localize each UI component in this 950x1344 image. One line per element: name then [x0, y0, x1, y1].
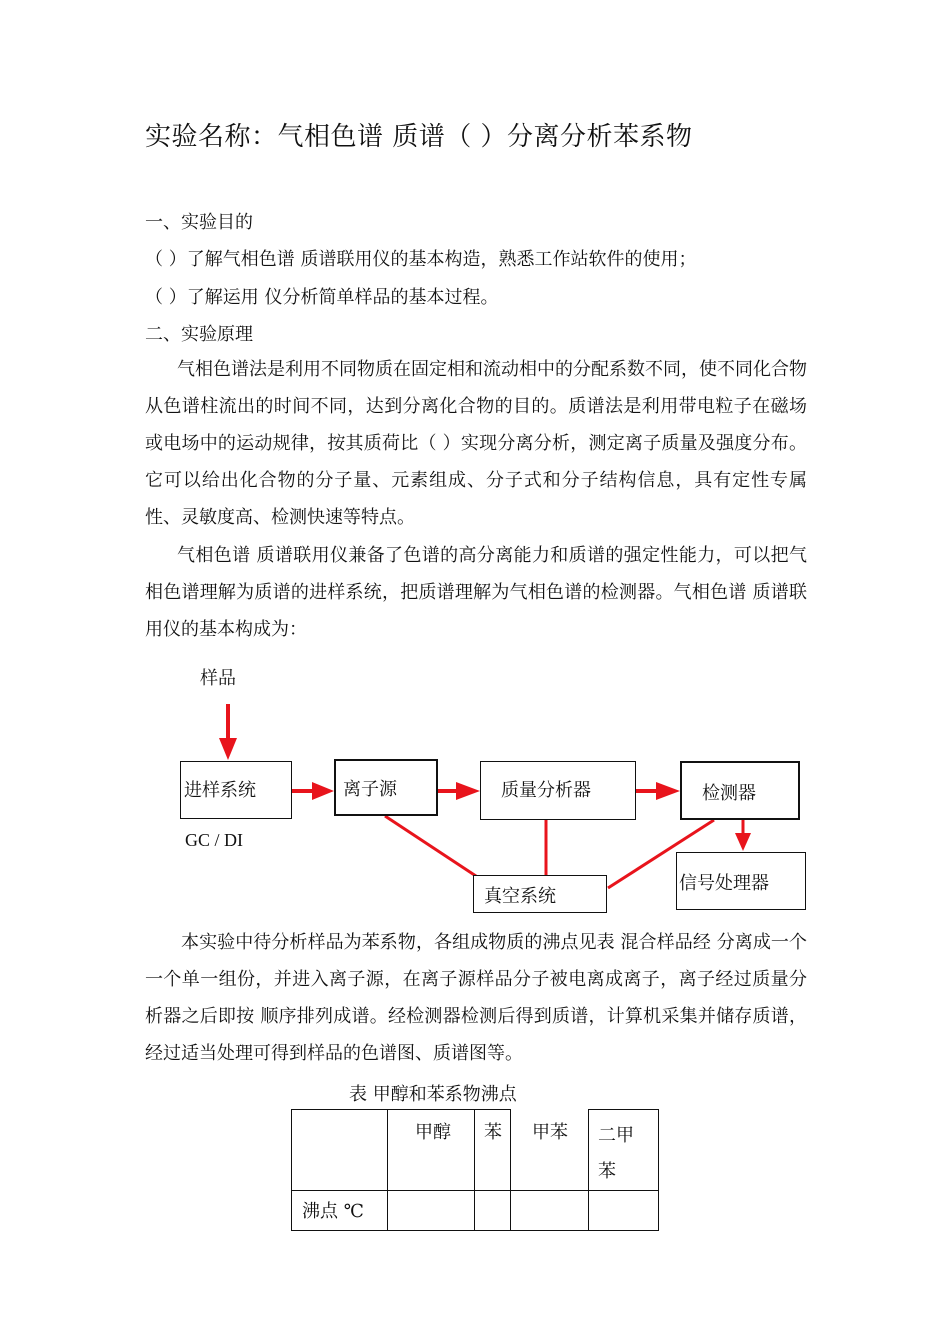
table-header-toluene: 甲苯	[511, 1110, 589, 1191]
vacuum-system-box	[473, 875, 607, 913]
table-header-xylene: 二甲苯	[589, 1110, 659, 1191]
table-header-row	[292, 1110, 659, 1191]
page-title: 实验名称：气相色谱 质谱（ ）分离分析苯系物	[145, 122, 693, 152]
table-caption: 表 甲醇和苯系物沸点	[349, 1084, 517, 1105]
ion-source-box	[334, 759, 438, 816]
mass-analyzer-label: 质量分析器	[501, 780, 591, 801]
diagram-sample-label: 样品	[200, 668, 236, 689]
section2-heading: 二、实验原理	[145, 324, 253, 345]
table-header-empty	[292, 1110, 388, 1191]
principle-paragraph-2: 气相色谱 质谱联用仪兼备了色谱的高分离能力和质谱的强定性能力，可以把气相色谱理解为质谱的进样系统，把质谱理解为气相色谱的检测器。气相色谱 质谱联用仪的基本构成为：	[145, 545, 807, 640]
table-header-benzene: 苯	[475, 1110, 511, 1191]
table-cell-toluene	[511, 1191, 589, 1231]
detector-label: 检测器	[702, 783, 756, 804]
vacuum-system-label: 真空系统	[484, 886, 556, 907]
signal-processor-label: 信号处理器	[679, 873, 769, 894]
objective-item-1: （ ）了解气相色谱 质谱联用仪的基本构造，熟悉工作站软件的使用；	[145, 249, 697, 270]
section1-heading: 一、实验目的	[145, 212, 253, 233]
table-header-methanol: 甲醇	[388, 1110, 475, 1191]
table-cell-methanol	[388, 1191, 475, 1231]
principle-paragraph-3: 本实验中待分析样品为苯系物，各组成物质的沸点见表 混合样品经 分离成一个一个单一组份，并进入离子源，在离子源样品分子被电离成离子，离子经过质量分析器之后即按 顺序排列成谱。经检测器检测后得到质谱，计算机采集并储存质谱，经过适当处理可得到样品的色谱图、质谱图等。	[145, 932, 807, 1064]
vacuum-line-ion-source	[385, 816, 482, 880]
table-cell-xylene	[589, 1191, 659, 1231]
table-cell-benzene	[475, 1191, 511, 1231]
detector-box	[680, 761, 800, 820]
objective-item-2: （ ）了解运用 仪分析简单样品的基本过程。	[145, 287, 499, 308]
principle-paragraph-1: 气相色谱法是利用不同物质在固定相和流动相中的分配系数不同，使不同化合物从色谱柱流出的时间不同，达到分离化合物的目的。质谱法是利用带电粒子在磁场或电场中的运动规律，按其质荷比（ ）实现分离分析，测定离子质量及强度分布。它可以给出化合物的分子量、元素组成、分子式和分子结构信息，具有定性专属性、灵敏度高、检测快速等特点。	[145, 359, 807, 528]
gc-di-label: GC / DI	[185, 830, 243, 850]
boiling-point-table	[291, 1109, 659, 1231]
ion-source-label: 离子源	[343, 779, 397, 800]
table-row-label: 沸点 ℃	[292, 1191, 388, 1231]
mass-analyzer-box	[480, 761, 636, 820]
injection-system-box	[180, 761, 292, 819]
table-row	[292, 1191, 659, 1231]
signal-processor-box	[676, 852, 806, 910]
injection-system-label: 进样系统	[184, 780, 256, 801]
